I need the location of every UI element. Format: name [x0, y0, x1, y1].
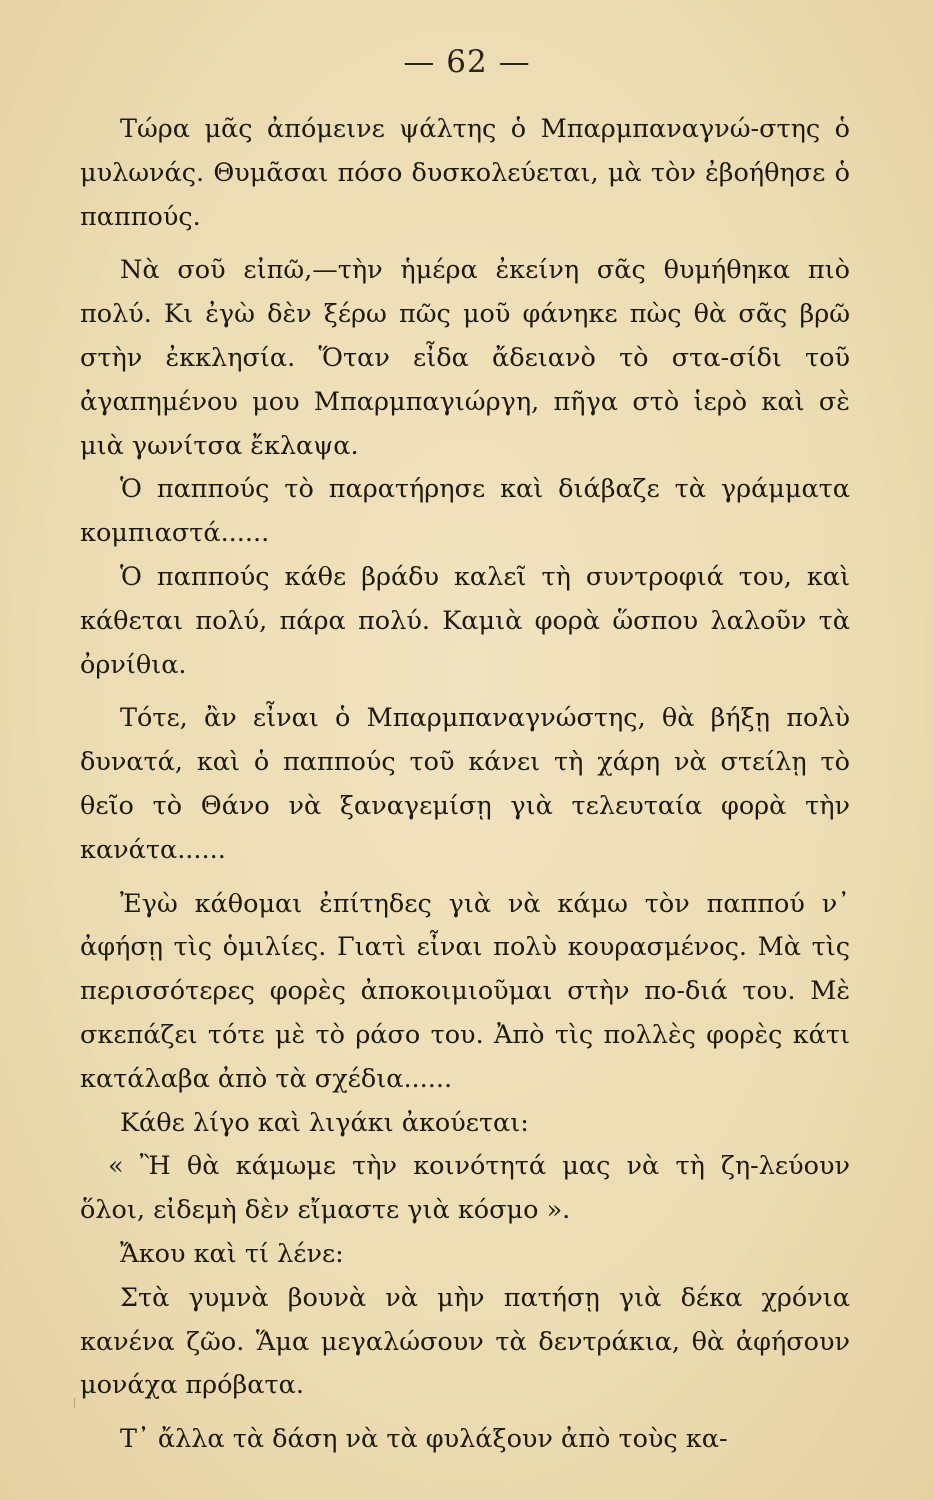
- quoted-paragraph: « Ἢ θὰ κάμωμε τὴν κοινότητά μας νὰ τὴ ζη-λεύουν ὅλοι, εἰδεμὴ δὲν εἴμαστε γιὰ κόσμο ».: [80, 1151, 850, 1226]
- paragraph: Τότε, ἂν εἶναι ὁ Μπαρμπαναγνώστης, θὰ βήξῃ πολὺ δυνατά, καὶ ὁ παππούς τοῦ κάνει τὴ χάρη νὰ στείλῃ τὸ θεῖο τὸ Θάνο νὰ ξαναγεμίσῃ γιὰ τελευταία φορὰ τὴν κανάτα......: [80, 703, 850, 865]
- paragraph: Κάθε λίγο καὶ λιγάκι ἀκούεται:: [120, 1107, 529, 1138]
- paragraph: Ἐγὼ κάθομαι ἐπίτηδες γιὰ νὰ κάμω τὸν παππού ν᾿ ἀφήσῃ τὶς ὁμιλίες. Γιατὶ εἶναι πολὺ κουρασμένος. Μὰ τὶς περισσότερες φορὲς ἀποκοιμιοῦμαι στὴν πο-διά του. Μὲ σκεπάζει τότε μὲ τὸ ράσο του. Ἀπὸ τὶς πολλὲς φορὲς κάτι κατάλαβα ἀπὸ τὰ σχέδια......: [80, 888, 850, 1094]
- paragraph: Τώρα μᾶς ἀπόμεινε ψάλτης ὁ Μπαρμπαναγνώ-στης ὁ μυλωνάς. Θυμᾶσαι πόσο δυσκολεύεται, μὰ τὸν ἐβοήθησε ὁ παππούς.: [80, 114, 850, 232]
- paragraph: Ὁ παππούς κάθε βράδυ καλεῖ τὴ συντροφιά του, καὶ κάθεται πολύ, πάρα πολύ. Καμιὰ φορὰ ὥσπου λαλοῦν τὰ ὀρνίθια.: [80, 561, 850, 680]
- paragraph: Στὰ γυμνὰ βουνὰ νὰ μὴν πατήσῃ γιὰ δέκα χρόνια κανένα ζῶο. Ἅμα μεγαλώσουν τὰ δεντράκια, θὰ ἀφήσουν μονάχα πρόβατα.: [80, 1282, 850, 1401]
- body-text: [80, 108, 850, 1462]
- paragraph: Τ᾿ ἄλλα τὰ δάση νὰ τὰ φυλάξουν ἀπὸ τοὺς κα-: [120, 1424, 728, 1455]
- paragraph: Νὰ σοῦ εἰπῶ,—τὴν ἡμέρα ἐκείνη σᾶς θυμήθηκα πιὸ πολύ. Κι ἐγὼ δὲν ξέρω πῶς μοῦ φάνηκε πὼς θὰ σᾶς βρῶ στὴν ἐκκλησία. Ὅταν εἶδα ἄδειανὸ τὸ στα-σίδι τοῦ ἀγαπημένου μου Μπαρμπαγιώργη, πῆγα στὸ ἱερὸ καὶ σὲ μιὰ γωνίτσα ἔκλαψα.: [80, 255, 850, 461]
- paragraph: Ὁ παππούς τὸ παρατήρησε καὶ διάβαζε τὰ γράμματα κομπιαστά......: [80, 474, 850, 549]
- paragraph: Ἄκου καὶ τί λένε:: [120, 1238, 344, 1269]
- page-number: — 62 —: [403, 44, 531, 80]
- margin-mark: [74, 1398, 81, 1408]
